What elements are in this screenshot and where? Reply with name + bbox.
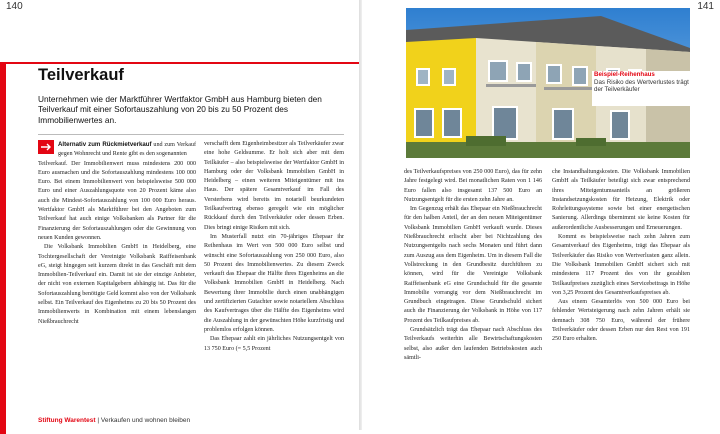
text-column-4: [552, 168, 690, 345]
page-number: 141: [697, 1, 714, 12]
paragraph: Im Musterfall nutzt ein 70-jähriges Ehepaar ihr Reihenhaus im Wert von 500 000 Euro selbst und wünscht eine Sofortauszahlung von 250 000 Euro, also 50 Prozent des Immobilienwertes. Zu diesem Zweck verkauft das Ehepaar die Hälfte ihres Eigenheims an die Volksbank Immobilien GmbH in Heidelberg. Nach Bewertung ihrer Immobilie durch einen unabhängigen und zertifizierten Gutachter sowie notariellem Abschluss des Kaufvertrages über die Hälfte des Eigenheims wird die Auszahlung in der gewünschten Höhe kurzfristig und problemlos erfolgen können.: [204, 233, 344, 333]
paragraph: verschafft dem Eigenheimbesitzer als Teilverkäufer zwar eine hohe Geldsumme. Er holt sich aber mit dem Teilkäufer – also beispielsweise der Wertfaktor GmbH in Hamburg oder der Volksbank Immobilien GmbH in Heidelberg – einen weiteren Miteigentümer mit ins Haus. Der spätere Gesamtverkauf im Fall des Versterbens wird bereits im notariell beurkundeten Teilkaufvertrag ebenso geregelt wie ein möglicher Rückkauf durch den Teilverkäufer oder dessen Erben. Dies bringt einige Risiken mit sich.: [204, 141, 344, 231]
paragraph: Teilverkauf. Der Immobilienwert muss mindestens 200 000 Euro ausmachen und die Sofortauszahlung mindestens 100 000 Euro. Bei einem Immobilienwert von beispielsweise 500 000 Euro und einer Auszahlungsquote von 20 Prozent käme also auch die Mindest-Sofortauszahlung von 100 000 Euro heraus. Wertfaktor GmbH als Marktführer bei den Angeboten zum Teilverkauf hat auch einige Volksbanken als Partner für die Finanzierung der Sofortauszahlungen oder die Gewinnung von neuen Kunden gewonnen.: [38, 160, 196, 241]
paragraph: des Teilverkaufspreises von 250 000 Euro), das für zehn Jahre festgelegt wird. Bei monatlichen Raten von 1 146 Euro fallen also insgesamt 137 500 Euro an Nutzungsentgelt für die ersten zehn Jahre an.: [404, 169, 542, 203]
text-column-1: [38, 140, 196, 327]
paragraph: Kommt es beispielsweise nach zehn Jahren zum Gesamtverkauf des Eigenheims, trägt das Ehepaar als Teilverkäufer das Risiko von Wertverlusten ganz allein. Die Volksbank Immobilien GmbH sichert sich mit mindestens 117 Prozent des von ihr gezahlten Teilkaufpreises zuzüglich eines Servicebeitrags in Höhe von 3,25 Prozent des Gesamtverkaufspreises ab.: [552, 234, 690, 296]
paragraph: Grundsätzlich trägt das Ehepaar nach Abschluss des Teilverkaufs weiterhin alle Bewirtschaftungskosten selbst, also außer den laufenden Betriebskosten auch sämtli-: [404, 327, 542, 361]
paragraph: Das Ehepaar zahlt ein jährliches Nutzungsentgelt von 13 750 Euro (= 5,5 Prozent: [204, 336, 344, 352]
footer-brand: Stiftung Warentest: [38, 417, 96, 424]
paragraph: Die Volksbank Immobilien GmbH in Heidelberg, eine Tochtergesellschaft der Vereinigte Volksbank Raiffeisenbank eG, steigt hingegen seit kurzem direkt in das Geschäft mit dem Immobilien-Teilverkauf ein. Damit ist sie der einzige Anbieter, der nicht von externen Kapitalgebern abhängig ist. Das für die Sofortauszahlung benötigte Geld kommt also von der Volksbank selbst. Ein Teilverkauf des Eigenheims zu 20 bis 50 Prozent des Immobilienwerts in Kombination mit einem lebenslangen Nießbrauchrecht: [38, 244, 196, 325]
photo-caption: [592, 71, 690, 106]
lead-paragraph: Unternehmen wie der Marktführer Wertfaktor GmbH aus Hamburg bieten den Teilverkauf mit einer Sofortauszahlung von 20 bis zu 50 Prozent des Immobilienwertes an.: [38, 94, 322, 125]
caption-title: Beispiel-Reihenhaus: [594, 71, 655, 78]
section-lead-heading: Alternativ zum Rückmietverkauf: [58, 141, 152, 148]
paragraph: und zum Verkauf gegen Wohnrecht und Rente gibt es den sogenannten: [58, 142, 196, 158]
accent-rule: [6, 62, 360, 64]
footer-separator: |: [97, 417, 100, 424]
divider: [38, 134, 344, 135]
text-column-3: [404, 168, 542, 363]
chapter-title: Teilverkauf: [38, 66, 124, 84]
paragraph: Im Gegenzug erhält das Ehepaar ein Nießbrauchrecht für den halben Anteil, der an den neuen Miteigentümer Volksbank Immobilien GmbH verkauft wurde. Dieses Nießbrauchrecht erlischt aber bei Nichtzahlung des Nutzungsentgelts nach sechs Monaten und führt dann zum Auszug aus dem Eigenheim. Um in diesem Fall die Vollstreckung in den Grundbesitz durchführen zu können, wird für die Vereinigte Volksbank Raiffeisenbank eG eine Grundschuld für die gesamte Immobilie vorrangig vor dem Nießbrauchrecht im Grundbuch eingetragen. Diese Grundschuld sichert auch die Finanzierung der Volksbank in Höhe von 117 Prozent des Teilkaufpreises ab.: [404, 206, 542, 324]
paragraph: Aus einem Gesamterlös von 500 000 Euro bei fehlender Wertsteigerung nach zehn Jahren erhält sie demnach 308 750 Euro, während der frühere Teilverkäufer oder dessen Erben nur den Rest von 191 250 Euro erhalten.: [552, 299, 690, 343]
accent-sidebar: [0, 62, 6, 434]
page-footer: [38, 417, 190, 424]
paragraph: che Instandhaltungskosten. Die Volksbank Immobilien GmbH als Teilkäufer beteiligt sich zwar entsprechend ihres Miteigentumsanteils an größeren Instandsetzungskosten für Heizung, Elektrik oder Rohrleitungssysteme sowie bei einer energetischen Sanierung. Allerdings übernimmt sie keine Kosten für außerordentliche Ausbesserungen und Erneuerungen.: [552, 169, 690, 231]
footer-text: Verkaufen und wohnen bleiben: [100, 417, 191, 424]
caption-text: Das Risiko des Wertverlustes trägt der Teilverkäufer: [594, 78, 689, 94]
page-number: 140: [6, 1, 23, 12]
arrow-right-icon: [38, 140, 54, 154]
text-column-2: [204, 140, 344, 354]
